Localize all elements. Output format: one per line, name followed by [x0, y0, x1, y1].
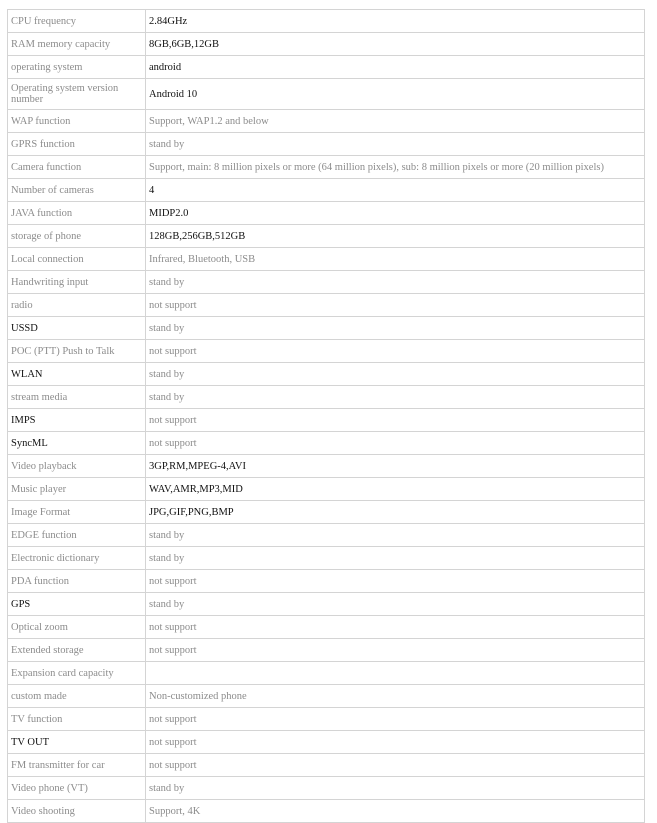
spec-value: not support [146, 294, 645, 317]
spec-label: radio [8, 294, 146, 317]
spec-row [8, 156, 645, 179]
spec-label: EDGE function [8, 524, 146, 547]
spec-row [8, 547, 645, 570]
spec-label: SyncML [8, 432, 146, 455]
spec-label: Music player [8, 478, 146, 501]
spec-value: not support [146, 616, 645, 639]
spec-value: Android 10 [146, 79, 645, 110]
spec-value: stand by [146, 547, 645, 570]
spec-label: Number of cameras [8, 179, 146, 202]
spec-value: not support [146, 409, 645, 432]
spec-value: stand by [146, 777, 645, 800]
spec-row [8, 79, 645, 110]
spec-row [8, 685, 645, 708]
spec-label: Handwriting input [8, 271, 146, 294]
spec-table-body [8, 10, 645, 823]
spec-row [8, 179, 645, 202]
spec-row [8, 754, 645, 777]
spec-label: Optical zoom [8, 616, 146, 639]
spec-label: TV function [8, 708, 146, 731]
spec-label: Electronic dictionary [8, 547, 146, 570]
spec-row [8, 570, 645, 593]
spec-row [8, 639, 645, 662]
spec-value: stand by [146, 363, 645, 386]
spec-label: Video playback [8, 455, 146, 478]
spec-label: IMPS [8, 409, 146, 432]
spec-label: FM transmitter for car [8, 754, 146, 777]
spec-value: not support [146, 639, 645, 662]
spec-row [8, 432, 645, 455]
spec-label: operating system [8, 56, 146, 79]
spec-row [8, 800, 645, 823]
spec-row [8, 363, 645, 386]
spec-row [8, 340, 645, 363]
spec-row [8, 409, 645, 432]
spec-row [8, 501, 645, 524]
spec-value: stand by [146, 593, 645, 616]
spec-row [8, 616, 645, 639]
spec-label: Video phone (VT) [8, 777, 146, 800]
spec-value: Support, main: 8 million pixels or more (64 million pixels), sub: 8 million pixels or more (20 million pixels) [146, 156, 645, 179]
spec-value: JPG,GIF,PNG,BMP [146, 501, 645, 524]
spec-row [8, 133, 645, 156]
spec-value: Support, WAP1.2 and below [146, 110, 645, 133]
spec-label: USSD [8, 317, 146, 340]
spec-label: JAVA function [8, 202, 146, 225]
spec-value: not support [146, 754, 645, 777]
spec-label: Operating system version number [8, 79, 146, 110]
spec-value: stand by [146, 271, 645, 294]
spec-row [8, 33, 645, 56]
spec-value: Non-customized phone [146, 685, 645, 708]
spec-label: Video shooting [8, 800, 146, 823]
spec-row [8, 386, 645, 409]
spec-label: stream media [8, 386, 146, 409]
spec-value [146, 662, 645, 685]
spec-row [8, 10, 645, 33]
spec-value: 2.84GHz [146, 10, 645, 33]
spec-value: stand by [146, 317, 645, 340]
spec-row [8, 294, 645, 317]
spec-label: custom made [8, 685, 146, 708]
spec-value: Infrared, Bluetooth, USB [146, 248, 645, 271]
spec-label: PDA function [8, 570, 146, 593]
spec-value: MIDP2.0 [146, 202, 645, 225]
spec-row [8, 202, 645, 225]
spec-table [7, 9, 645, 823]
spec-value: not support [146, 570, 645, 593]
spec-row [8, 225, 645, 248]
spec-value: not support [146, 432, 645, 455]
spec-label: POC (PTT) Push to Talk [8, 340, 146, 363]
spec-label: Image Format [8, 501, 146, 524]
spec-value: stand by [146, 524, 645, 547]
spec-row [8, 455, 645, 478]
spec-row [8, 708, 645, 731]
spec-row [8, 56, 645, 79]
spec-row [8, 478, 645, 501]
spec-label: WAP function [8, 110, 146, 133]
spec-label: GPRS function [8, 133, 146, 156]
spec-value: 8GB,6GB,12GB [146, 33, 645, 56]
spec-row [8, 662, 645, 685]
spec-value: not support [146, 731, 645, 754]
spec-value: 3GP,RM,MPEG-4,AVI [146, 455, 645, 478]
spec-value: 128GB,256GB,512GB [146, 225, 645, 248]
spec-value: Support, 4K [146, 800, 645, 823]
spec-row [8, 731, 645, 754]
spec-value: android [146, 56, 645, 79]
spec-row [8, 248, 645, 271]
spec-label: storage of phone [8, 225, 146, 248]
spec-label: Extended storage [8, 639, 146, 662]
spec-label: WLAN [8, 363, 146, 386]
spec-label: Expansion card capacity [8, 662, 146, 685]
spec-label: TV OUT [8, 731, 146, 754]
spec-label: RAM memory capacity [8, 33, 146, 56]
spec-row [8, 593, 645, 616]
spec-label: GPS [8, 593, 146, 616]
spec-value: not support [146, 708, 645, 731]
spec-value: WAV,AMR,MP3,MID [146, 478, 645, 501]
spec-label: CPU frequency [8, 10, 146, 33]
spec-value: stand by [146, 133, 645, 156]
spec-value: stand by [146, 386, 645, 409]
spec-label: Local connection [8, 248, 146, 271]
spec-value: not support [146, 340, 645, 363]
spec-row [8, 777, 645, 800]
spec-value: 4 [146, 179, 645, 202]
spec-row [8, 271, 645, 294]
spec-row [8, 110, 645, 133]
spec-label: Camera function [8, 156, 146, 179]
spec-row [8, 317, 645, 340]
spec-row [8, 524, 645, 547]
